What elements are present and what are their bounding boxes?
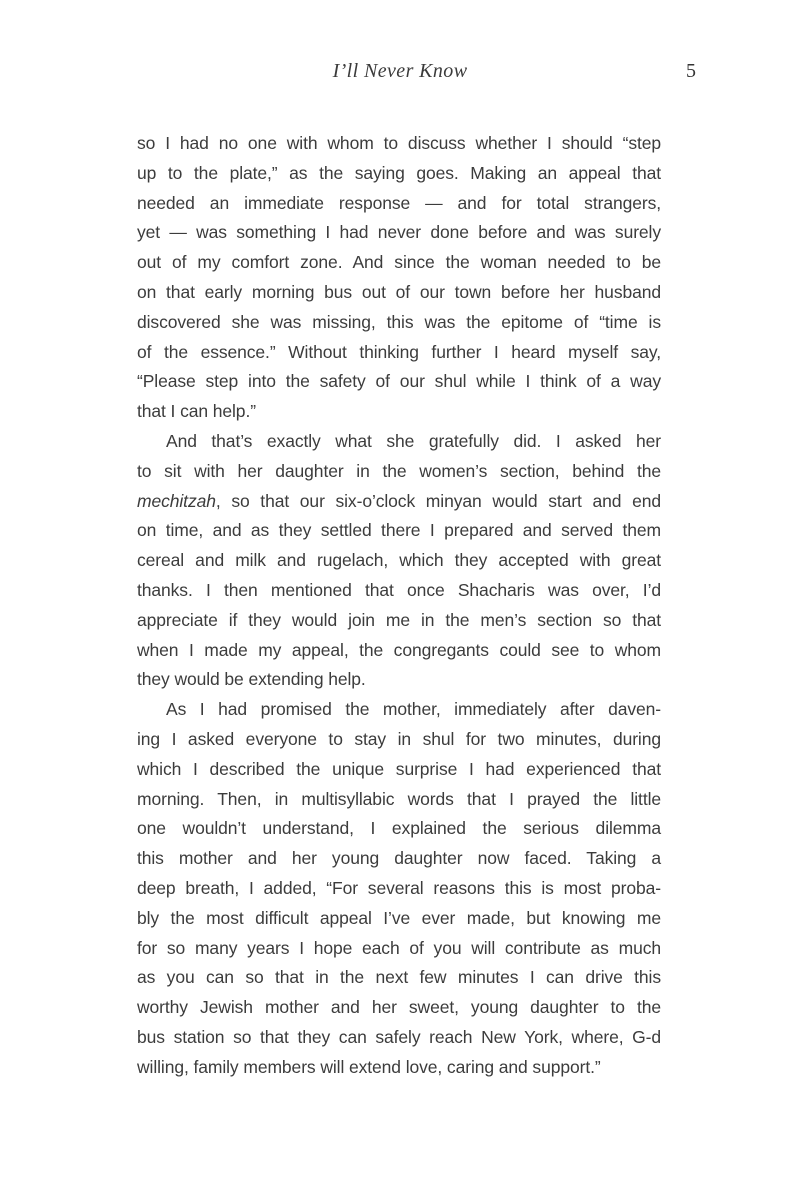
- running-title: I’ll Never Know: [332, 60, 468, 82]
- text-line: for so many years I hope each of you will contribute as much: [137, 937, 661, 958]
- text-line: appreciate if they would join me in the men’s section so that: [137, 609, 661, 630]
- text-line: bus station so that they can safely reach New York, where, G-d: [137, 1026, 661, 1047]
- text-line: morning. Then, in multisyllabic words that I prayed the little: [137, 788, 661, 809]
- text-line: of the essence.” Without thinking further I heard myself say,: [137, 341, 661, 362]
- text-line: on time, and as they settled there I prepared and served them: [137, 520, 661, 541]
- text-line: this mother and her young daughter now faced. Taking a: [137, 848, 661, 869]
- text-line: when I made my appeal, the congregants could see to whom: [137, 639, 661, 660]
- text-line: bly the most difficult appeal I’ve ever made, but knowing me: [137, 907, 661, 928]
- text-line: which I described the unique surprise I had experienced that: [137, 758, 661, 779]
- page-number: 5: [686, 60, 696, 82]
- text-line: thanks. I then mentioned that once Shacharis was over, I’d: [137, 579, 661, 600]
- text-block: [137, 129, 661, 1083]
- text-line: that I can help.”: [137, 401, 256, 422]
- text-line: mechitzah, so that our six-o’clock minyan would start and end: [137, 490, 661, 511]
- text-line: ing I asked everyone to stay in shul for two minutes, during: [137, 728, 661, 749]
- text-line: And that’s exactly what she gratefully did. I asked her: [166, 430, 661, 451]
- text-line: as you can so that in the next few minutes I can drive this: [137, 967, 661, 988]
- text-line: As I had promised the mother, immediately after daven-: [166, 699, 661, 720]
- text-line: needed an immediate response — and for total strangers,: [137, 192, 661, 213]
- text-line: to sit with her daughter in the women’s section, behind the: [137, 460, 661, 481]
- paragraph: [137, 427, 661, 695]
- text-line: they would be extending help.: [137, 669, 366, 690]
- text-line: out of my comfort zone. And since the woman needed to be: [137, 252, 661, 273]
- text-line: yet — was something I had never done before and was surely: [137, 222, 661, 243]
- text-line: worthy Jewish mother and her sweet, young daughter to the: [137, 997, 661, 1018]
- text-line: deep breath, I added, “For several reasons this is most proba-: [137, 877, 661, 898]
- text-line: so I had no one with whom to discuss whether I should “step: [137, 133, 661, 153]
- paragraph: [137, 695, 661, 1082]
- text-line: discovered she was missing, this was the epitome of “time is: [137, 311, 661, 332]
- text-line: “Please step into the safety of our shul while I think of a way: [137, 371, 661, 392]
- text-line: willing, family members will extend love, caring and support.”: [137, 1056, 601, 1077]
- text-line: up to the plate,” as the saying goes. Making an appeal that: [137, 162, 661, 183]
- page-header: [0, 60, 800, 90]
- paragraph: [137, 129, 661, 427]
- text-line: one wouldn’t understand, I explained the serious dilemma: [137, 818, 661, 839]
- text-line: on that early morning bus out of our town before her husband: [137, 281, 661, 302]
- text-line: cereal and milk and rugelach, which they accepted with great: [137, 550, 661, 571]
